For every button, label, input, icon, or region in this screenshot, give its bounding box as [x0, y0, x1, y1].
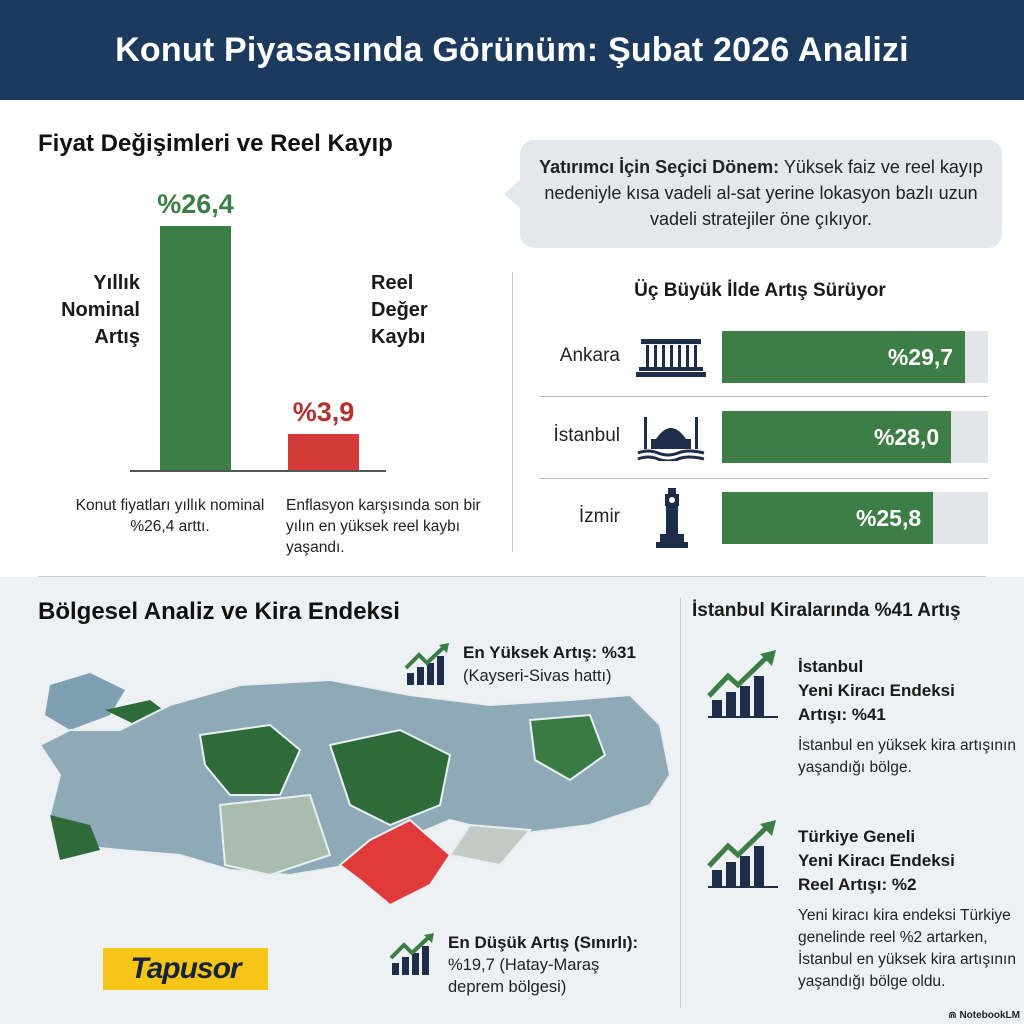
page-title: Konut Piyasasında Görünüm: Şubat 2026 Analizi [115, 30, 909, 69]
price-bar [160, 226, 231, 470]
city-bar [722, 492, 933, 544]
growth-chart-icon [706, 820, 778, 895]
real-caption: Enflasyon karşısında son bir yılın en yüksek reel kaybı yaşandı. [286, 497, 481, 556]
nominal-caption: Konut fiyatları yıllık nominal %26,4 arttı. [75, 497, 265, 535]
tapusor-logo: Tapusor [103, 948, 268, 990]
section-divider [38, 576, 986, 577]
low-title: En Düşük Artış (Sınırlı): [448, 933, 639, 952]
city-bar-track [722, 411, 988, 463]
vertical-divider [680, 598, 681, 1008]
price-section-title: Fiyat Değişimleri ve Reel Kayıp [38, 130, 393, 157]
low-text: %19,7 (Hatay-Maraş [448, 956, 600, 974]
city-bar [722, 411, 951, 463]
growth-chart-icon [706, 650, 778, 725]
turkey-map [30, 655, 680, 945]
rent-item-text: İstanbul en yüksek kira artışının yaşandığı bölge. [798, 737, 1016, 776]
city-bar-track [722, 492, 988, 544]
growth-chart-icon [403, 643, 453, 689]
nominal-label-line: Artış [94, 326, 140, 348]
growth-chart-icon [388, 933, 438, 979]
clock-tower-icon [652, 488, 692, 555]
investor-callout [520, 140, 1002, 248]
anitkabir-icon [636, 329, 706, 384]
callout-heading: Yatırımcı İçin Seçici Dönem: [539, 157, 780, 177]
cities-title: Üç Büyük İlde Artış Sürüyor [634, 280, 886, 301]
city-label: İstanbul [553, 425, 620, 446]
header-banner [0, 0, 1024, 100]
rent-item-title: Yeni Kiracı Endeksi [798, 681, 955, 700]
chart-baseline [130, 470, 386, 472]
mosque-icon [636, 409, 706, 466]
map-region [450, 825, 530, 865]
price-bar-chart [130, 180, 386, 472]
city-bar [722, 331, 965, 383]
price-bar-label: %26,4 [157, 188, 234, 219]
row-divider [540, 396, 988, 397]
map-region [45, 673, 125, 730]
brand-text: NotebookLM [959, 1010, 1020, 1021]
vertical-divider [512, 272, 513, 552]
rent-item-title: Yeni Kiracı Endeksi [798, 851, 955, 870]
low-text: deprem bölgesi) [448, 978, 567, 996]
real-label-line: Değer [371, 299, 428, 321]
real-label-line: Reel [371, 272, 414, 294]
city-bar-track [722, 331, 988, 383]
rent-item-title: İstanbul [798, 657, 864, 676]
price-bar [288, 434, 359, 470]
high-text: (Kayseri-Sivas hattı) [463, 667, 612, 685]
nominal-label [40, 270, 140, 351]
rent-item-title: Artışı: %41 [798, 705, 886, 724]
city-bar-label: %29,7 [887, 343, 954, 370]
nominal-label-line: Nominal [61, 299, 140, 321]
regional-title: Bölgesel Analiz ve Kira Endeksi [38, 598, 400, 625]
rent-item-text: Yeni kiracı kira endeksi Türkiye genelinde reel %2 artarken, İstanbul en yüksek kira artışının yaşandığı bölge oldu. [798, 907, 1016, 990]
rent-title: İstanbul Kiralarında %41 Artış [692, 600, 961, 621]
high-title: En Yüksek Artış: %31 [463, 643, 636, 662]
city-label: İzmir [578, 506, 620, 527]
row-divider [540, 478, 988, 479]
nominal-label-line: Yıllık [93, 272, 140, 294]
rent-item-title: Türkiye Geneli [798, 827, 916, 846]
callout-text: Yüksek faiz ve reel kayıp nedeniyle kısa vadeli al-sat yerine lokasyon bazlı uzun vadeli stratejiler öne çıkıyor. [544, 157, 983, 229]
city-bar-label: %25,8 [855, 504, 922, 531]
city-label: Ankara [559, 345, 620, 366]
city-bar-label: %28,0 [873, 423, 940, 450]
rent-item-title: Reel Artışı: %2 [798, 875, 917, 894]
real-label-line: Kaybı [371, 326, 426, 348]
price-bar-label: %3,9 [292, 396, 355, 427]
notebooklm-brand: ⋒ NotebookLM [948, 1010, 1020, 1021]
